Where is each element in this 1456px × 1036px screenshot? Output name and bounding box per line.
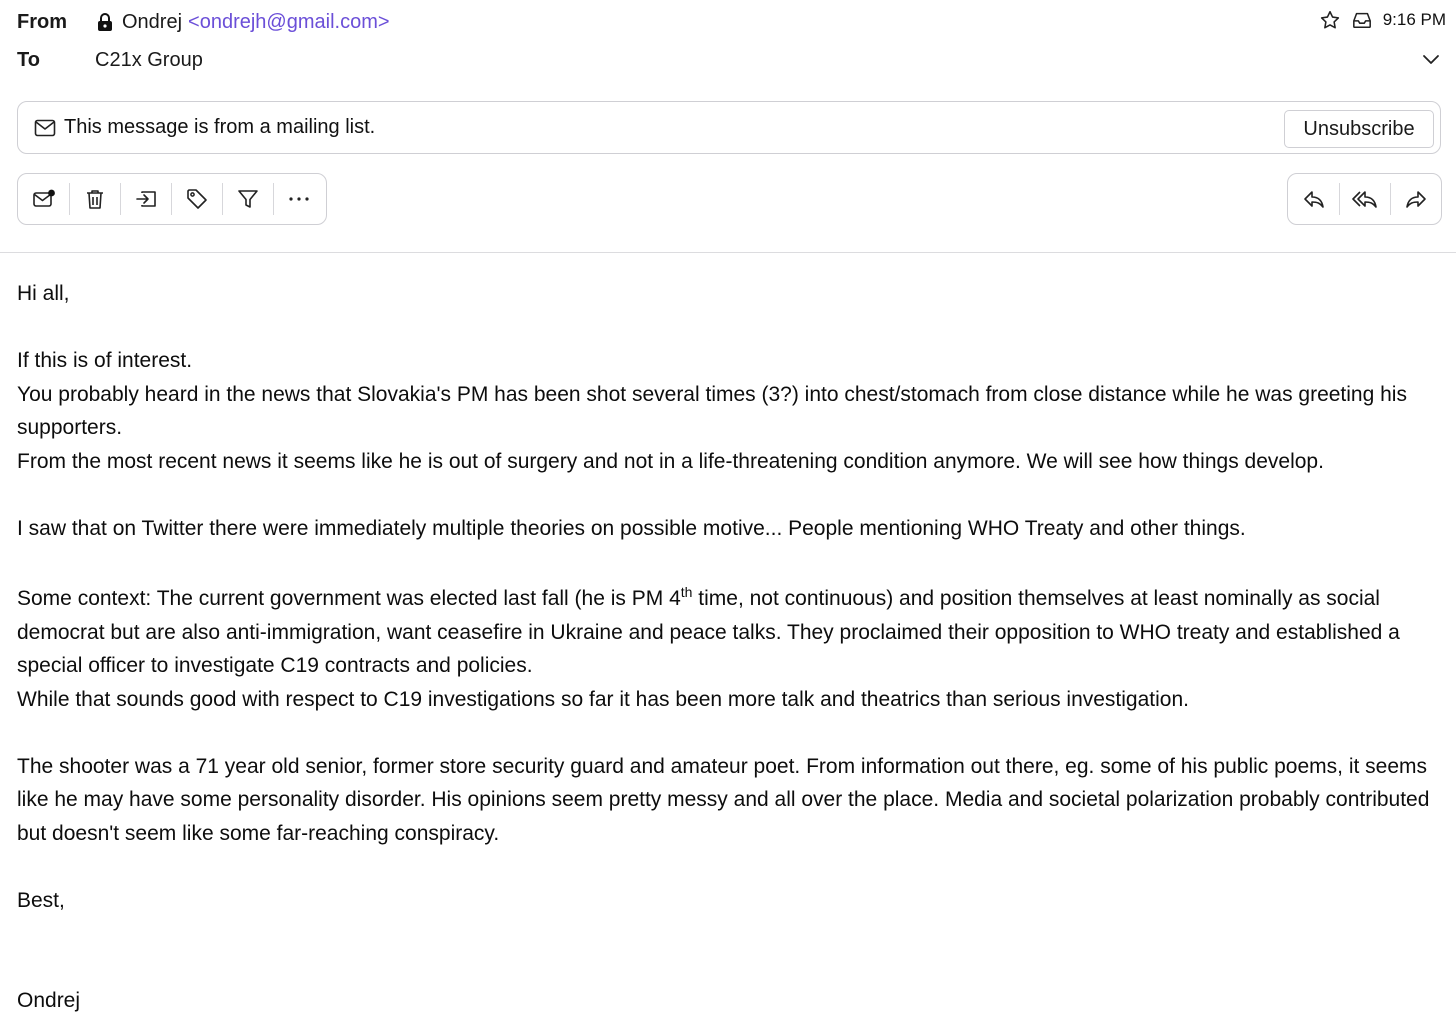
filter-icon[interactable]: [222, 174, 273, 224]
received-time: 9:16 PM: [1382, 10, 1446, 29]
envelope-icon: [34, 119, 56, 137]
body-line: While that sounds good with respect to C19 investigations so far it has been more talk and theatrics than serious investigation.: [17, 687, 1189, 711]
unsubscribe-button[interactable]: Unsubscribe: [1284, 110, 1434, 148]
more-icon[interactable]: [273, 174, 324, 224]
greeting: Hi all,: [17, 282, 70, 305]
inbox-icon[interactable]: [1351, 10, 1373, 30]
body-line: You probably heard in the news that Slovakia's PM has been shot several times (3?) into chest/stomach from close distance while he was greeting his supporters.: [17, 382, 1407, 439]
mailing-list-banner: [17, 101, 1441, 154]
message-toolbar: [17, 173, 327, 225]
reply-toolbar: [1287, 173, 1442, 225]
mark-unread-icon[interactable]: [18, 174, 69, 224]
closing: Best,: [17, 888, 65, 912]
from-row: [17, 8, 390, 36]
body-paragraph: I saw that on Twitter there were immediately multiple theories on possible motive... People mentioning WHO Treaty and other things.: [17, 516, 1246, 540]
body-line: If this is of interest.: [17, 349, 193, 372]
header-divider: [0, 252, 1456, 253]
sender-email[interactable]: <ondrejh@gmail.com>: [188, 10, 390, 33]
body-paragraph: Some context: The current government was elected last fall (he is PM 4th time, not continuous) and position themselves at least nominally as social democrat but are also anti-immigration, want ceasefire in Ukraine and peace talks. They proclaimed their opposition to WHO treaty and established a special officer to investigate C19 contracts and policies.: [17, 584, 1400, 677]
mailing-list-text: This message is from a mailing list.: [64, 116, 376, 138]
move-icon[interactable]: [120, 174, 171, 224]
reply-icon[interactable]: [1288, 174, 1339, 224]
forward-icon[interactable]: [1390, 174, 1441, 224]
reply-all-icon[interactable]: [1339, 174, 1390, 224]
sender-name[interactable]: Ondrej: [122, 10, 183, 33]
chevron-down-icon[interactable]: [1420, 48, 1442, 70]
message-body: [17, 277, 1447, 1018]
lock-icon: [95, 11, 115, 33]
recipient-name[interactable]: C21x Group: [95, 48, 203, 71]
to-label: To: [17, 48, 40, 71]
header-actions: [1319, 8, 1446, 32]
body-line: From the most recent news it seems like he is out of surgery and not in a life-threatening condition anymore. We will see how things develop.: [17, 449, 1324, 473]
signature: Ondrej: [17, 989, 81, 1012]
trash-icon[interactable]: [69, 174, 120, 224]
to-row: [17, 46, 203, 74]
tag-icon[interactable]: [171, 174, 222, 224]
body-paragraph: The shooter was a 71 year old senior, former store security guard and amateur poet. From information out there, eg. some of his public poems, it seems like he may have some personality disorder. His opinions seem pretty messy and all over the place. Media and societal polarization probably contributed but doesn't seem like some far-reaching conspiracy.: [17, 754, 1430, 845]
star-icon[interactable]: [1319, 9, 1341, 31]
from-label: From: [17, 10, 67, 33]
